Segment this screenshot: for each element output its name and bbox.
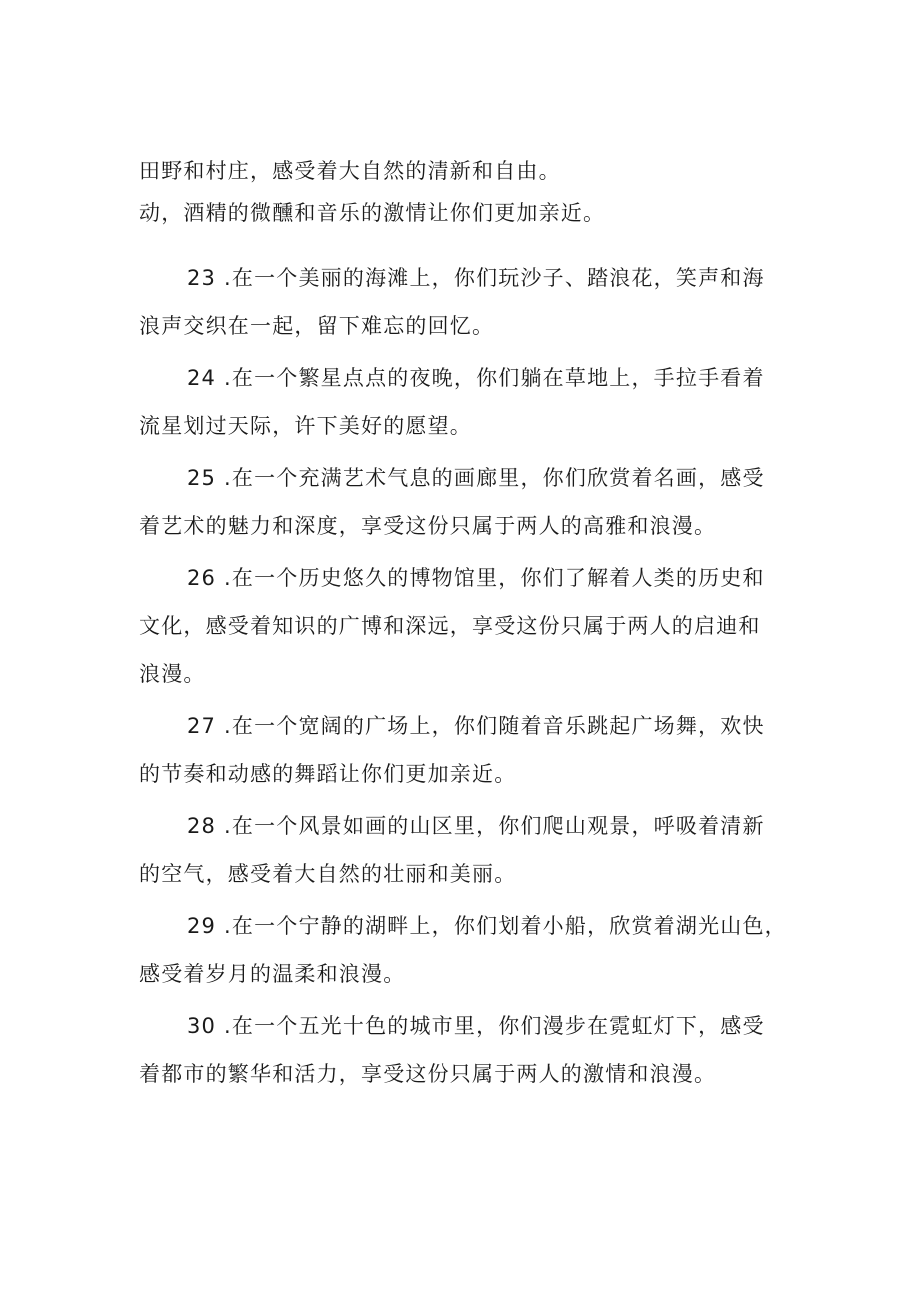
paragraph-line: 29 .在一个宁静的湖畔上，你们划着小船，欣赏着湖光山色， — [187, 914, 787, 938]
paragraph-line: 23 .在一个美丽的海滩上，你们玩沙子、踏浪花，笑声和海 — [187, 266, 765, 290]
paragraph-line: 的空气，感受着大自然的壮丽和美丽。 — [139, 862, 517, 886]
paragraph-line: 30 .在一个五光十色的城市里，你们漫步在霓虹灯下，感受 — [187, 1014, 765, 1038]
continuation-line: 动，酒精的微醺和音乐的激情让你们更加亲近。 — [139, 201, 606, 225]
paragraph-line: 流星划过天际，许下美好的愿望。 — [139, 414, 472, 438]
paragraph-line: 27 .在一个宽阔的广场上，你们随着音乐跳起广场舞，欢快 — [187, 714, 765, 738]
list-item-25 — [139, 454, 799, 550]
list-item-28 — [139, 802, 799, 898]
paragraph-line: 的节奏和动感的舞蹈让你们更加亲近。 — [139, 762, 517, 786]
continuation-line: 田野和村庄，感受着大自然的清新和自由。 — [139, 159, 561, 183]
list-item-23 — [139, 254, 799, 350]
paragraph-line: 24 .在一个繁星点点的夜晚，你们躺在草地上，手拉手看着 — [187, 366, 765, 390]
paragraph-line: 着艺术的魅力和深度，享受这份只属于两人的高雅和浪漫。 — [139, 514, 717, 538]
list-item-26 — [139, 554, 799, 698]
paragraph-line: 28 .在一个风景如画的山区里，你们爬山观景，呼吸着清新 — [187, 814, 765, 838]
paragraph-line: 着都市的繁华和活力，享受这份只属于两人的激情和浪漫。 — [139, 1062, 717, 1086]
paragraph-line: 浪声交织在一起，留下难忘的回忆。 — [139, 314, 495, 338]
paragraph-line: 26 .在一个历史悠久的博物馆里，你们了解着人类的历史和 — [187, 566, 765, 590]
list-item-24 — [139, 354, 799, 450]
list-item-29 — [139, 902, 799, 998]
paragraph-line: 感受着岁月的温柔和浪漫。 — [139, 962, 406, 986]
list-item-30 — [139, 1002, 799, 1098]
document-body — [139, 150, 799, 1098]
paragraph-line: 浪漫。 — [139, 662, 206, 686]
paragraph-line: 25 .在一个充满艺术气息的画廊里，你们欣赏着名画，感受 — [187, 466, 765, 490]
list-item-27 — [139, 702, 799, 798]
paragraph-line: 文化，感受着知识的广博和深远，享受这份只属于两人的启迪和 — [139, 614, 761, 638]
